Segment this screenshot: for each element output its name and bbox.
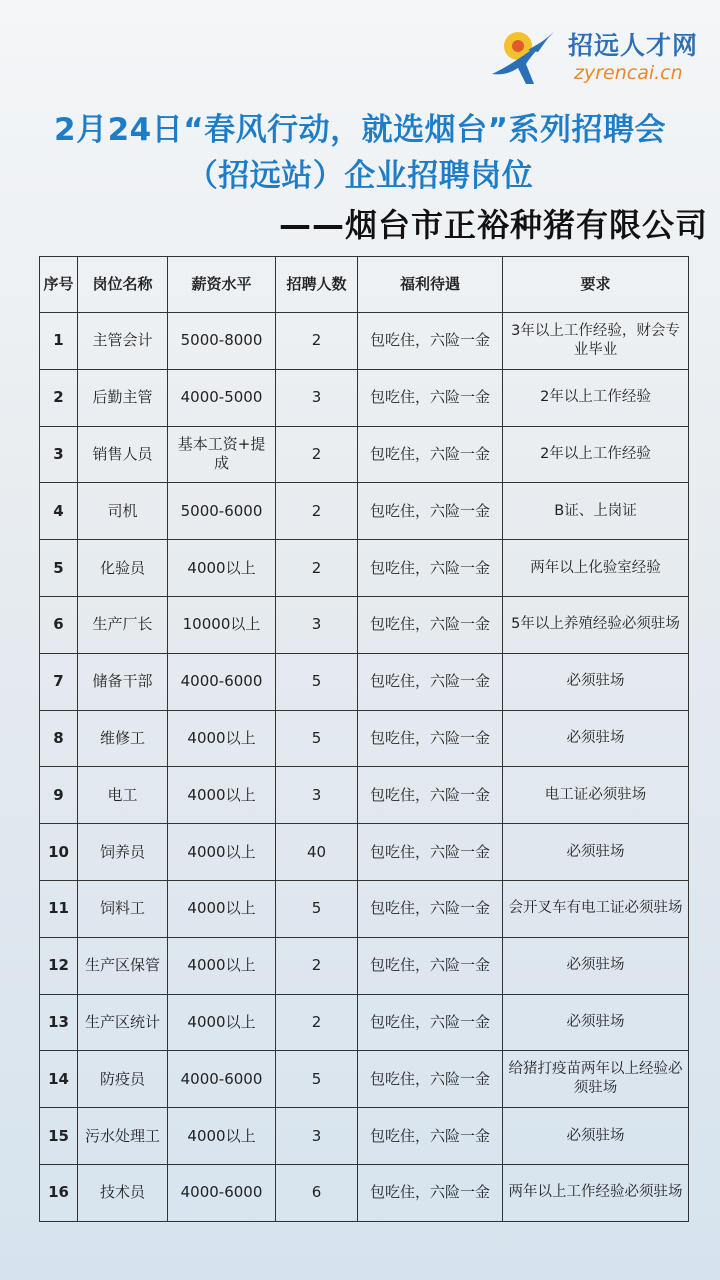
row-count: 3 [276, 1108, 358, 1165]
row-salary: 4000以上 [168, 540, 276, 597]
row-salary: 基本工资+提成 [168, 426, 276, 483]
row-position: 生产区保管 [78, 937, 168, 994]
row-benefit: 包吃住，六险一金 [358, 824, 503, 881]
row-index: 14 [40, 1051, 78, 1108]
table-row [40, 1164, 689, 1221]
row-count: 5 [276, 710, 358, 767]
row-salary: 4000-6000 [168, 1164, 276, 1221]
row-requirement: 必须驻场 [503, 824, 689, 881]
row-position: 储备干部 [78, 653, 168, 710]
row-index: 16 [40, 1164, 78, 1221]
row-position: 司机 [78, 483, 168, 540]
header-salary: 薪资水平 [168, 257, 276, 313]
row-position: 维修工 [78, 710, 168, 767]
row-index: 12 [40, 937, 78, 994]
row-position: 生产区统计 [78, 994, 168, 1051]
row-requirement: 电工证必须驻场 [503, 767, 689, 824]
row-salary: 4000以上 [168, 880, 276, 937]
row-count: 2 [276, 540, 358, 597]
header-position: 岗位名称 [78, 257, 168, 313]
page-title-line2: （招远站）企业招聘岗位 [186, 158, 534, 194]
row-requirement: B证、上岗证 [503, 483, 689, 540]
row-count: 3 [276, 369, 358, 426]
row-index: 11 [40, 880, 78, 937]
row-count: 5 [276, 653, 358, 710]
row-requirement: 给猪打疫苗两年以上经验必须驻场 [503, 1051, 689, 1108]
table-row [40, 937, 689, 994]
table-row [40, 426, 689, 483]
row-benefit: 包吃住，六险一金 [358, 540, 503, 597]
row-benefit: 包吃住，六险一金 [358, 426, 503, 483]
row-salary: 4000以上 [168, 767, 276, 824]
table-row [40, 369, 689, 426]
row-index: 15 [40, 1108, 78, 1165]
job-table [39, 256, 689, 1222]
table-row [40, 653, 689, 710]
row-requirement: 两年以上工作经验必须驻场 [503, 1164, 689, 1221]
row-count: 40 [276, 824, 358, 881]
row-position: 生产厂长 [78, 596, 168, 653]
row-benefit: 包吃住，六险一金 [358, 483, 503, 540]
row-position: 销售人员 [78, 426, 168, 483]
row-salary: 4000以上 [168, 994, 276, 1051]
row-requirement: 必须驻场 [503, 937, 689, 994]
table-row [40, 1051, 689, 1108]
header-count: 招聘人数 [276, 257, 358, 313]
row-position: 饲料工 [78, 880, 168, 937]
row-salary: 4000-6000 [168, 653, 276, 710]
row-requirement: 会开叉车有电工证必须驻场 [503, 880, 689, 937]
row-position: 电工 [78, 767, 168, 824]
row-salary: 4000以上 [168, 937, 276, 994]
row-index: 2 [40, 369, 78, 426]
logo-site-name: 招远人才网 [568, 31, 699, 60]
row-benefit: 包吃住，六险一金 [358, 1051, 503, 1108]
row-benefit: 包吃住，六险一金 [358, 596, 503, 653]
row-salary: 5000-8000 [168, 313, 276, 370]
row-benefit: 包吃住，六险一金 [358, 1164, 503, 1221]
row-count: 6 [276, 1164, 358, 1221]
row-requirement: 3年以上工作经验，财会专业毕业 [503, 313, 689, 370]
row-index: 7 [40, 653, 78, 710]
row-position: 技术员 [78, 1164, 168, 1221]
table-row [40, 1108, 689, 1165]
row-benefit: 包吃住，六险一金 [358, 313, 503, 370]
page-title-line1: 2月24日“春风行动，就选烟台”系列招聘会 [54, 112, 666, 148]
table-row [40, 880, 689, 937]
row-count: 3 [276, 767, 358, 824]
row-salary: 4000-5000 [168, 369, 276, 426]
header-benefit: 福利待遇 [358, 257, 503, 313]
row-salary: 10000以上 [168, 596, 276, 653]
table-row [40, 994, 689, 1051]
row-salary: 4000-6000 [168, 1051, 276, 1108]
row-benefit: 包吃住，六险一金 [358, 937, 503, 994]
row-index: 1 [40, 313, 78, 370]
row-count: 5 [276, 1051, 358, 1108]
table-row [40, 767, 689, 824]
row-requirement: 5年以上养殖经验必须驻场 [503, 596, 689, 653]
row-requirement: 必须驻场 [503, 1108, 689, 1165]
row-index: 8 [40, 710, 78, 767]
site-logo[interactable] [488, 18, 713, 88]
row-benefit: 包吃住，六险一金 [358, 1108, 503, 1165]
row-index: 10 [40, 824, 78, 881]
row-count: 2 [276, 994, 358, 1051]
row-salary: 4000以上 [168, 1108, 276, 1165]
table-row [40, 313, 689, 370]
row-count: 3 [276, 596, 358, 653]
row-position: 后勤主管 [78, 369, 168, 426]
header-index: 序号 [40, 257, 78, 313]
row-count: 2 [276, 426, 358, 483]
row-salary: 4000以上 [168, 824, 276, 881]
row-benefit: 包吃住，六险一金 [358, 994, 503, 1051]
row-salary: 5000-6000 [168, 483, 276, 540]
row-requirement: 2年以上工作经验 [503, 369, 689, 426]
row-position: 饲养员 [78, 824, 168, 881]
row-count: 2 [276, 313, 358, 370]
row-count: 5 [276, 880, 358, 937]
row-count: 2 [276, 937, 358, 994]
row-position: 化验员 [78, 540, 168, 597]
row-count: 2 [276, 483, 358, 540]
row-index: 9 [40, 767, 78, 824]
row-requirement: 2年以上工作经验 [503, 426, 689, 483]
row-benefit: 包吃住，六险一金 [358, 369, 503, 426]
table-row [40, 596, 689, 653]
table-header-row [40, 257, 689, 313]
row-requirement: 必须驻场 [503, 653, 689, 710]
row-benefit: 包吃住，六险一金 [358, 767, 503, 824]
row-salary: 4000以上 [168, 710, 276, 767]
row-index: 5 [40, 540, 78, 597]
row-requirement: 两年以上化验室经验 [503, 540, 689, 597]
table-row [40, 824, 689, 881]
row-requirement: 必须驻场 [503, 710, 689, 767]
table-row [40, 540, 689, 597]
row-position: 污水处理工 [78, 1108, 168, 1165]
row-index: 6 [40, 596, 78, 653]
row-index: 3 [40, 426, 78, 483]
table-row [40, 710, 689, 767]
table-row [40, 483, 689, 540]
logo-site-url: zyrencai.cn [574, 62, 683, 84]
row-requirement: 必须驻场 [503, 994, 689, 1051]
company-name: ——烟台市正裕种猪有限公司 [278, 206, 708, 244]
row-benefit: 包吃住，六险一金 [358, 880, 503, 937]
row-index: 4 [40, 483, 78, 540]
runner-logo-icon [488, 24, 558, 88]
row-benefit: 包吃住，六险一金 [358, 710, 503, 767]
row-index: 13 [40, 994, 78, 1051]
row-benefit: 包吃住，六险一金 [358, 653, 503, 710]
row-position: 主管会计 [78, 313, 168, 370]
header-requirement: 要求 [503, 257, 689, 313]
row-position: 防疫员 [78, 1051, 168, 1108]
